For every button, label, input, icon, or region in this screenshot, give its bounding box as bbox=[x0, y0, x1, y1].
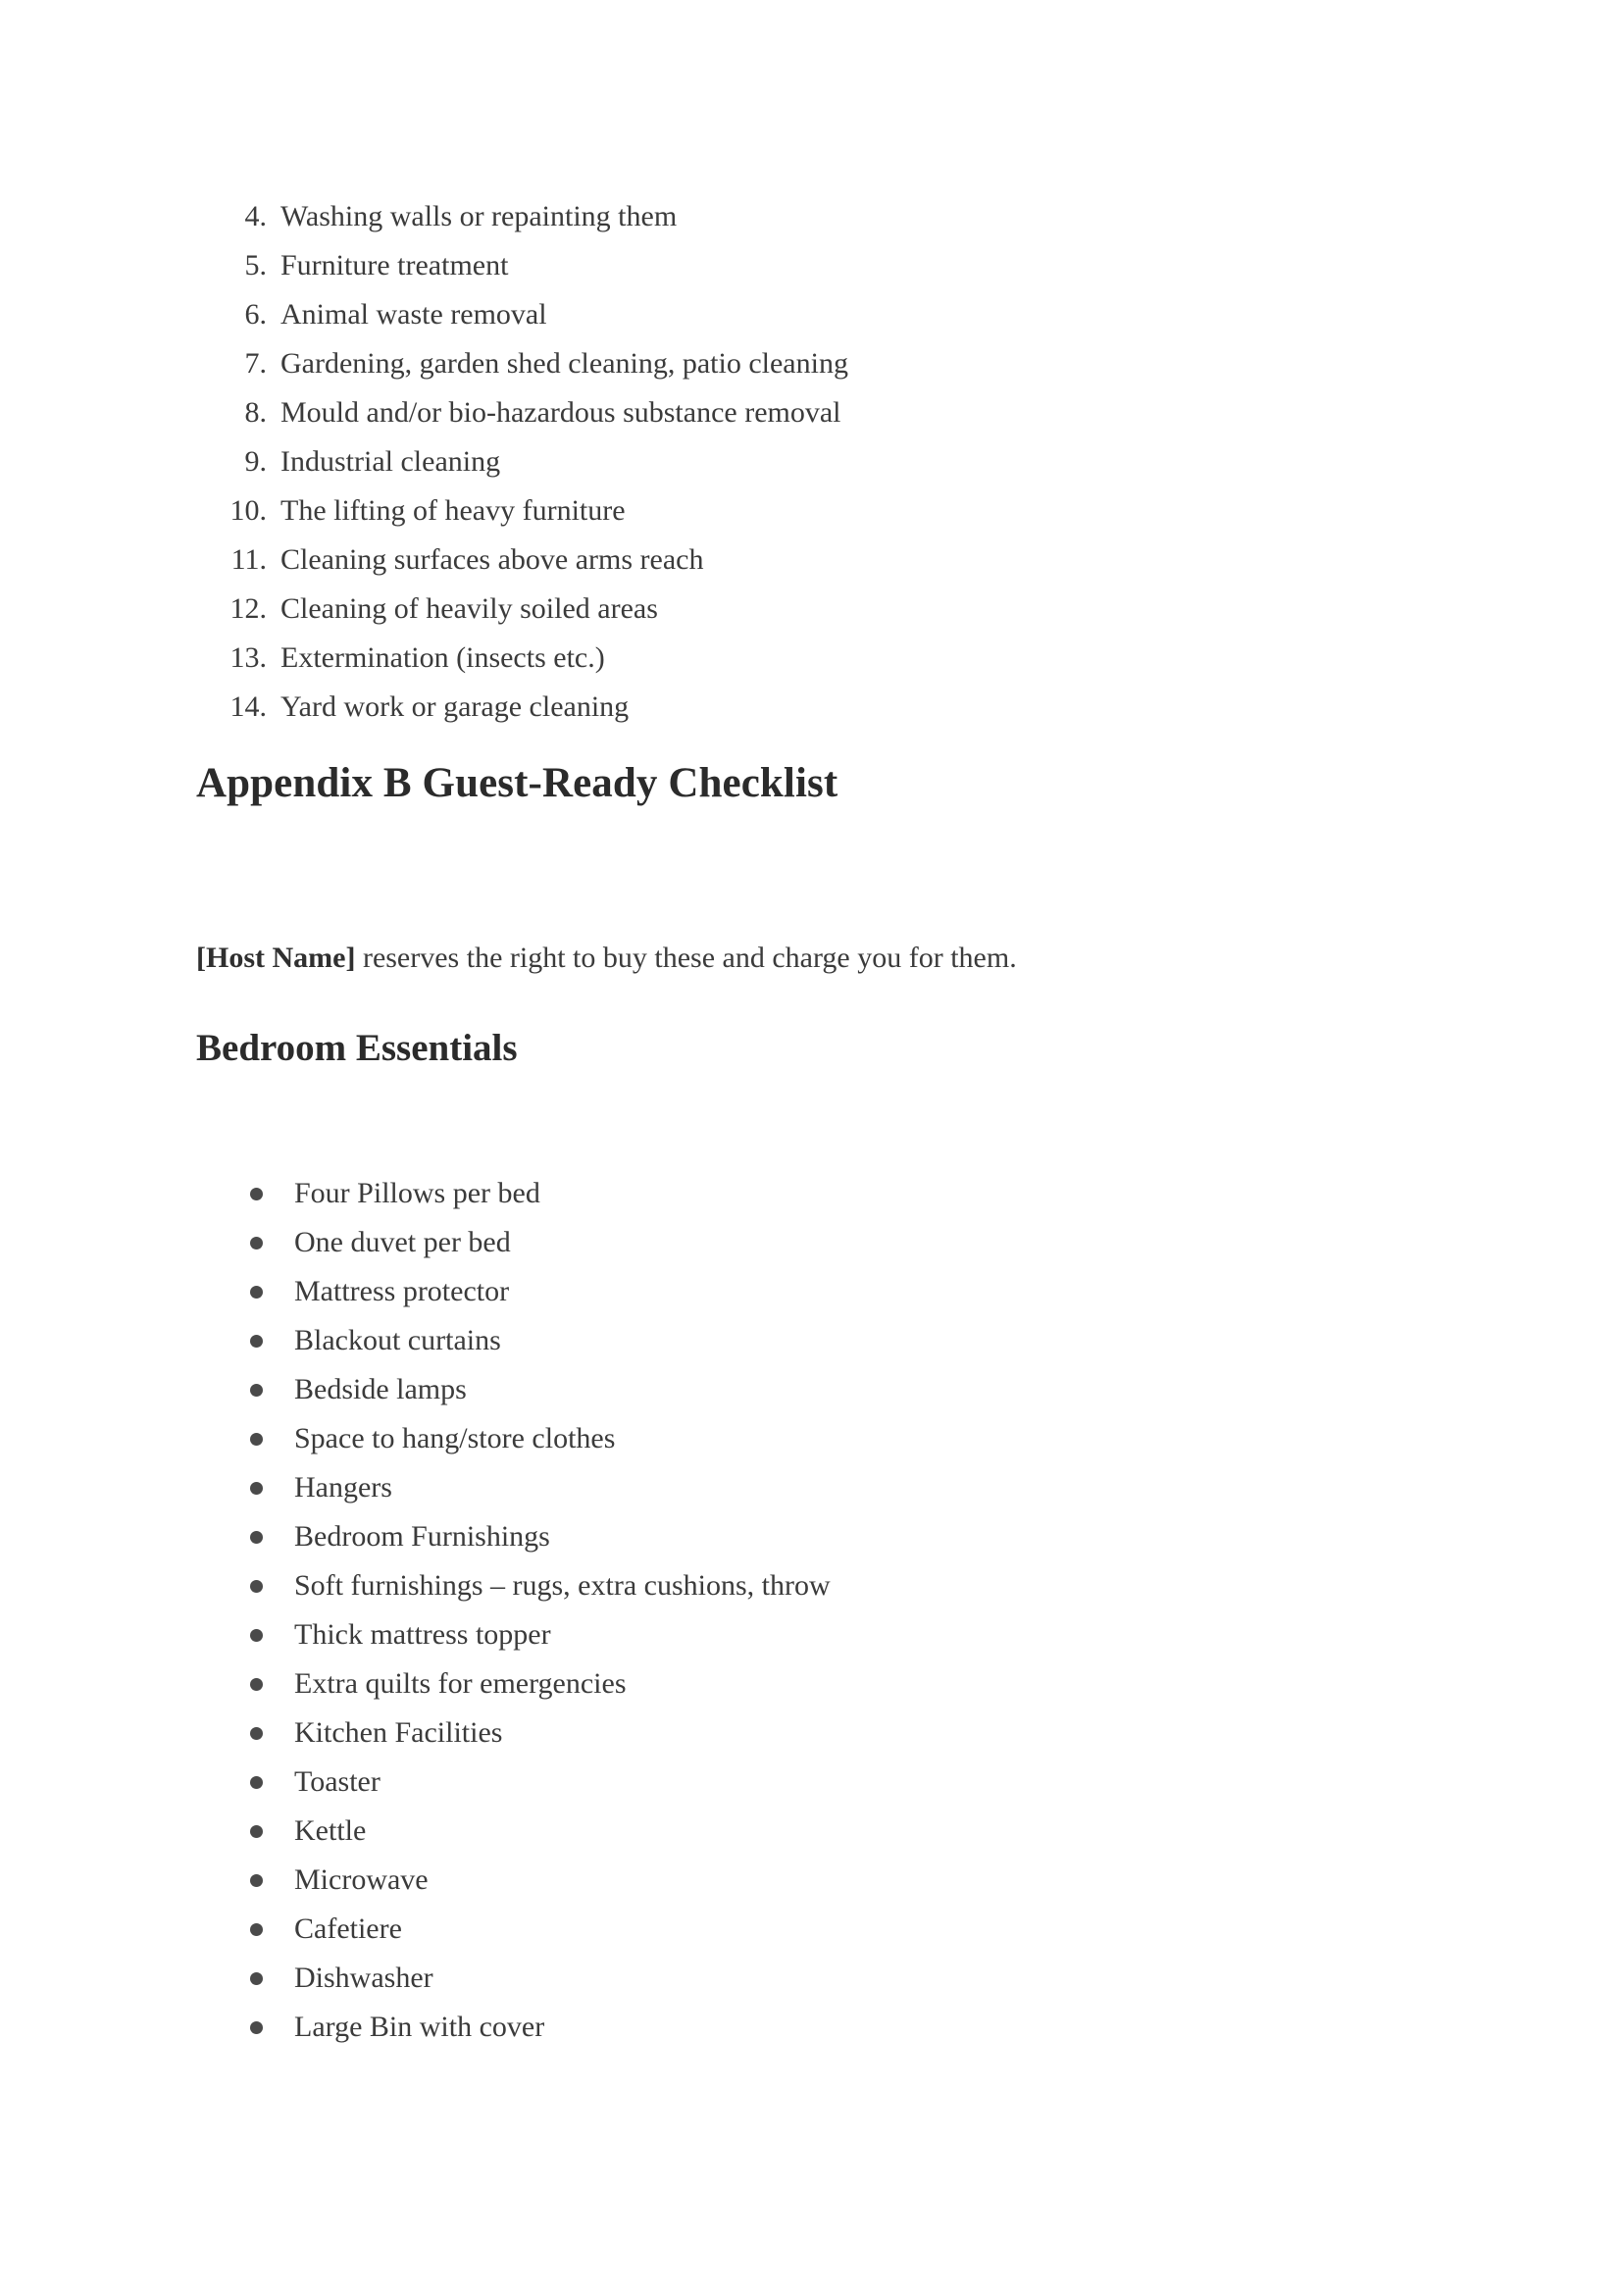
list-item-label: Space to hang/store clothes bbox=[294, 1422, 616, 1454]
list-item-label: Extermination (insects etc.) bbox=[280, 641, 605, 674]
bullet-disc-icon bbox=[196, 1482, 294, 1495]
list-item-label: Extra quilts for emergencies bbox=[294, 1667, 627, 1700]
list-item-label: Four Pillows per bed bbox=[294, 1177, 540, 1209]
list-item-label: Blackout curtains bbox=[294, 1324, 501, 1356]
bullet-disc-icon bbox=[196, 2021, 294, 2034]
page-title-appendix-b: Appendix B Guest-Ready Checklist bbox=[196, 760, 838, 806]
list-item bbox=[196, 1758, 1451, 1807]
list-item-label: Cafetiere bbox=[294, 1912, 402, 1945]
bullet-disc-glyph bbox=[250, 1531, 263, 1544]
list-item bbox=[196, 290, 1451, 339]
bullet-disc-glyph bbox=[250, 1923, 263, 1936]
list-item bbox=[196, 1610, 1451, 1659]
list-item bbox=[196, 1708, 1451, 1758]
list-item-number: 10. bbox=[229, 494, 267, 527]
list-item-number: 14. bbox=[229, 690, 267, 723]
bullet-disc-glyph bbox=[250, 1776, 263, 1789]
bullet-disc-glyph bbox=[250, 1580, 263, 1593]
list-item-label: Bedroom Furnishings bbox=[294, 1520, 550, 1553]
bullet-disc-glyph bbox=[250, 1482, 263, 1495]
bullet-disc-icon bbox=[196, 1335, 294, 1348]
list-item bbox=[196, 437, 1451, 486]
list-item bbox=[196, 1561, 1451, 1610]
list-item-label: Large Bin with cover bbox=[294, 2011, 545, 2043]
list-item-label: Gardening, garden shed cleaning, patio cleaning bbox=[280, 347, 848, 380]
bullet-disc-glyph bbox=[250, 1727, 263, 1740]
list-item-label: Mould and/or bio-hazardous substance removal bbox=[280, 396, 841, 429]
list-item-number: 9. bbox=[244, 445, 267, 478]
bullet-disc-icon bbox=[196, 1825, 294, 1838]
list-item bbox=[196, 1905, 1451, 1954]
list-item-label: Animal waste removal bbox=[280, 298, 547, 331]
bullet-disc-glyph bbox=[250, 1384, 263, 1397]
list-item bbox=[196, 486, 1451, 535]
bullet-disc-icon bbox=[196, 1433, 294, 1446]
bullet-disc-icon bbox=[196, 1384, 294, 1397]
list-item-label: Hangers bbox=[294, 1471, 392, 1504]
bullet-disc-glyph bbox=[250, 1335, 263, 1348]
bullet-disc-icon bbox=[196, 1188, 294, 1200]
list-item-label: One duvet per bed bbox=[294, 1226, 511, 1258]
list-item-label: Cleaning surfaces above arms reach bbox=[280, 543, 704, 576]
list-item-number: 13. bbox=[229, 641, 267, 674]
bullet-disc-glyph bbox=[250, 2021, 263, 2034]
bullet-disc-glyph bbox=[250, 1433, 263, 1446]
list-item bbox=[196, 1659, 1451, 1708]
bullet-disc-icon bbox=[196, 1629, 294, 1642]
list-item bbox=[196, 192, 1451, 241]
list-item bbox=[196, 1169, 1451, 1218]
list-item-number: 12. bbox=[229, 592, 267, 625]
list-item bbox=[196, 1856, 1451, 1905]
bullet-disc-icon bbox=[196, 1727, 294, 1740]
list-item-number: 5. bbox=[244, 249, 267, 281]
list-item-number: 7. bbox=[244, 347, 267, 380]
list-item bbox=[196, 1954, 1451, 2003]
list-item-label: Toaster bbox=[294, 1765, 381, 1798]
bullet-disc-glyph bbox=[250, 1678, 263, 1691]
bullet-disc-icon bbox=[196, 1286, 294, 1299]
host-name-placeholder: [Host Name] bbox=[196, 942, 356, 974]
list-item bbox=[196, 1267, 1451, 1316]
list-item-number: 8. bbox=[244, 396, 267, 429]
list-item-label: Mattress protector bbox=[294, 1275, 510, 1307]
bullet-disc-icon bbox=[196, 1923, 294, 1936]
list-item bbox=[196, 1316, 1451, 1365]
list-item-label: Cleaning of heavily soiled areas bbox=[280, 592, 658, 625]
list-item-number: 4. bbox=[244, 200, 267, 232]
intro-paragraph-rest: reserves the right to buy these and charge you for them. bbox=[355, 942, 1017, 974]
bullet-disc-icon bbox=[196, 1580, 294, 1593]
bullet-disc-icon bbox=[196, 1237, 294, 1249]
list-item-label: Kitchen Facilities bbox=[294, 1716, 503, 1749]
bullet-disc-glyph bbox=[250, 1825, 263, 1838]
list-item bbox=[196, 388, 1451, 437]
list-item-label: Industrial cleaning bbox=[280, 445, 501, 478]
excluded-services-list bbox=[196, 192, 1451, 732]
list-item-number: 11. bbox=[230, 543, 267, 576]
list-item-number: 6. bbox=[244, 298, 267, 331]
list-item-label: Furniture treatment bbox=[280, 249, 509, 281]
list-item bbox=[196, 1512, 1451, 1561]
list-item-label: Bedside lamps bbox=[294, 1373, 467, 1405]
list-item-label: Dishwasher bbox=[294, 1962, 433, 1994]
list-item-label: The lifting of heavy furniture bbox=[280, 494, 626, 527]
section-title-bedroom-essentials: Bedroom Essentials bbox=[196, 1027, 518, 1069]
bullet-disc-glyph bbox=[250, 1629, 263, 1642]
bullet-disc-glyph bbox=[250, 1972, 263, 1985]
bullet-disc-icon bbox=[196, 1874, 294, 1887]
list-item-label: Yard work or garage cleaning bbox=[280, 690, 630, 723]
list-item-label: Thick mattress topper bbox=[294, 1618, 551, 1651]
list-item bbox=[196, 1218, 1451, 1267]
list-item bbox=[196, 1365, 1451, 1414]
bullet-disc-glyph bbox=[250, 1237, 263, 1249]
list-item-label: Kettle bbox=[294, 1814, 367, 1847]
bullet-disc-icon bbox=[196, 1678, 294, 1691]
list-item bbox=[196, 2003, 1451, 2052]
bullet-disc-icon bbox=[196, 1531, 294, 1544]
list-item bbox=[196, 1414, 1451, 1463]
bullet-disc-icon bbox=[196, 1776, 294, 1789]
list-item bbox=[196, 585, 1451, 634]
bedroom-essentials-list bbox=[196, 1169, 1451, 2052]
bullet-disc-glyph bbox=[250, 1188, 263, 1200]
bullet-disc-glyph bbox=[250, 1286, 263, 1299]
list-item bbox=[196, 634, 1451, 683]
list-item bbox=[196, 1807, 1451, 1856]
list-item bbox=[196, 241, 1451, 290]
bullet-disc-icon bbox=[196, 1972, 294, 1985]
list-item bbox=[196, 1463, 1451, 1512]
list-item bbox=[196, 683, 1451, 732]
list-item bbox=[196, 339, 1451, 388]
intro-paragraph bbox=[196, 937, 1017, 980]
list-item-label: Microwave bbox=[294, 1863, 429, 1896]
list-item-label: Soft furnishings – rugs, extra cushions, throw bbox=[294, 1569, 831, 1602]
bullet-disc-glyph bbox=[250, 1874, 263, 1887]
list-item bbox=[196, 535, 1451, 585]
list-item-label: Washing walls or repainting them bbox=[280, 200, 678, 232]
